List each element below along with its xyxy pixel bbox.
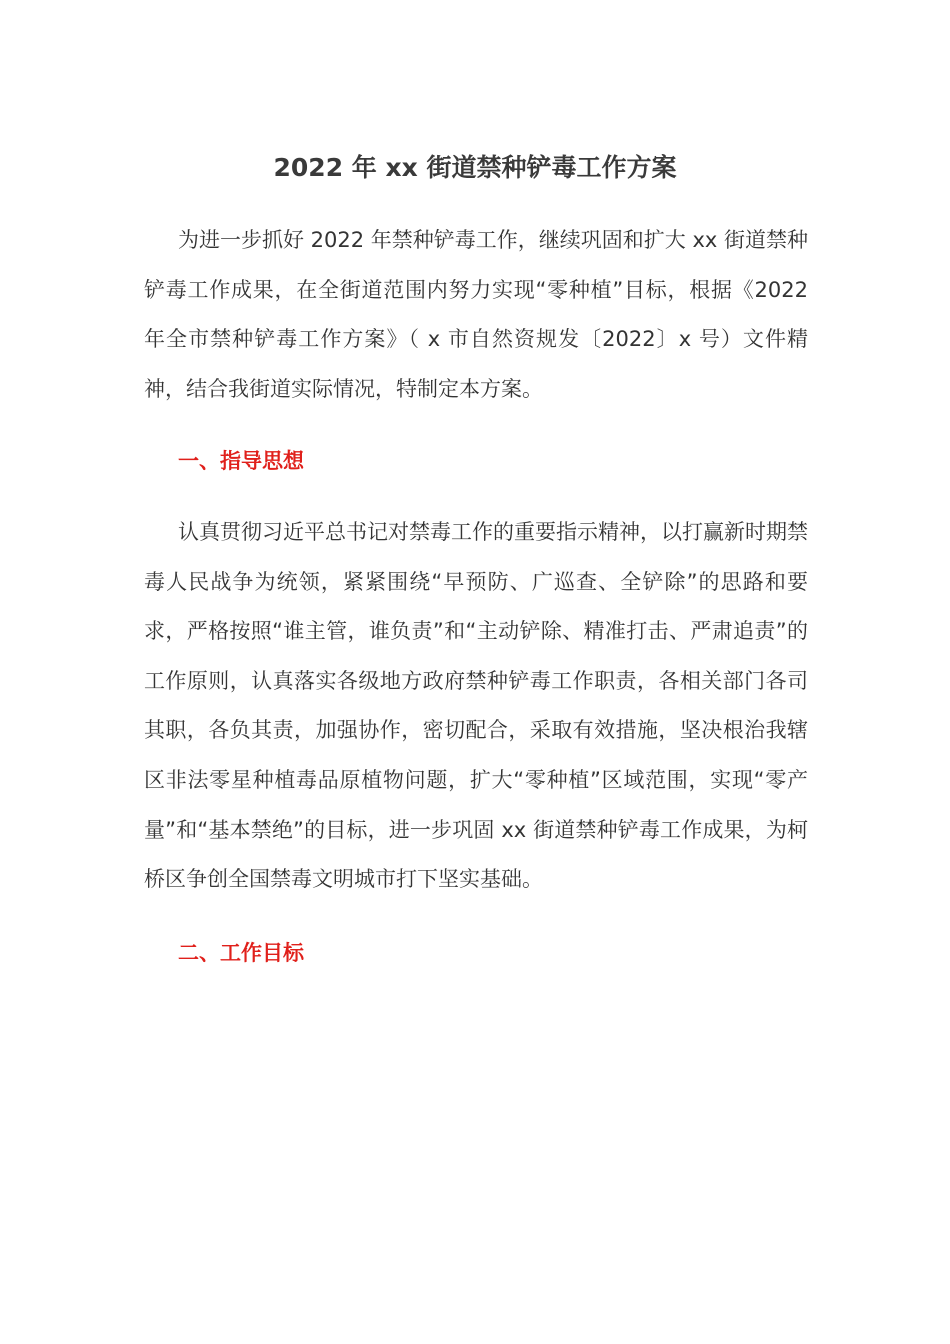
section-heading-work-goals: 二、工作目标 — [178, 941, 304, 965]
section-body-guiding-ideology: 认真贯彻习近平总书记对禁毒工作的重要指示精神，以打赢新时期禁毒人民战争为统领，紧紧围绕“早预防、广巡查、全铲除”的思路和要求，严格按照“谁主管，谁负责”和“主动铲除、精准打击、严肃追责”的工作原则，认真落实各级地方政府禁种铲毒工作职责，各相关部门各司其职，各负其责，加强协作，密切配合，采取有效措施，坚决根治我辖区非法零星种植毒品原植物问题，扩大“零种植”区域范围，实现“零产量”和“基本禁绝”的目标，进一步巩固 xx 街道禁种铲毒工作成果，为柯桥区争创全国禁毒文明城市打下坚实基础。 — [144, 520, 808, 892]
intro-paragraph: 为进一步抓好 2022 年禁种铲毒工作，继续巩固和扩大 xx 街道禁种铲毒工作成果，在全街道范围内努力实现“零种植”目标，根据《2022 年全市禁种铲毒工作方案》（ x 市自然资规发〔2022〕x 号）文件精神，结合我街道实际情况，特制定本方案。 — [144, 228, 808, 401]
section-heading-guiding-ideology: 一、指导思想 — [178, 449, 304, 473]
document-title: 2022 年 xx 街道禁种铲毒工作方案 — [273, 153, 677, 182]
